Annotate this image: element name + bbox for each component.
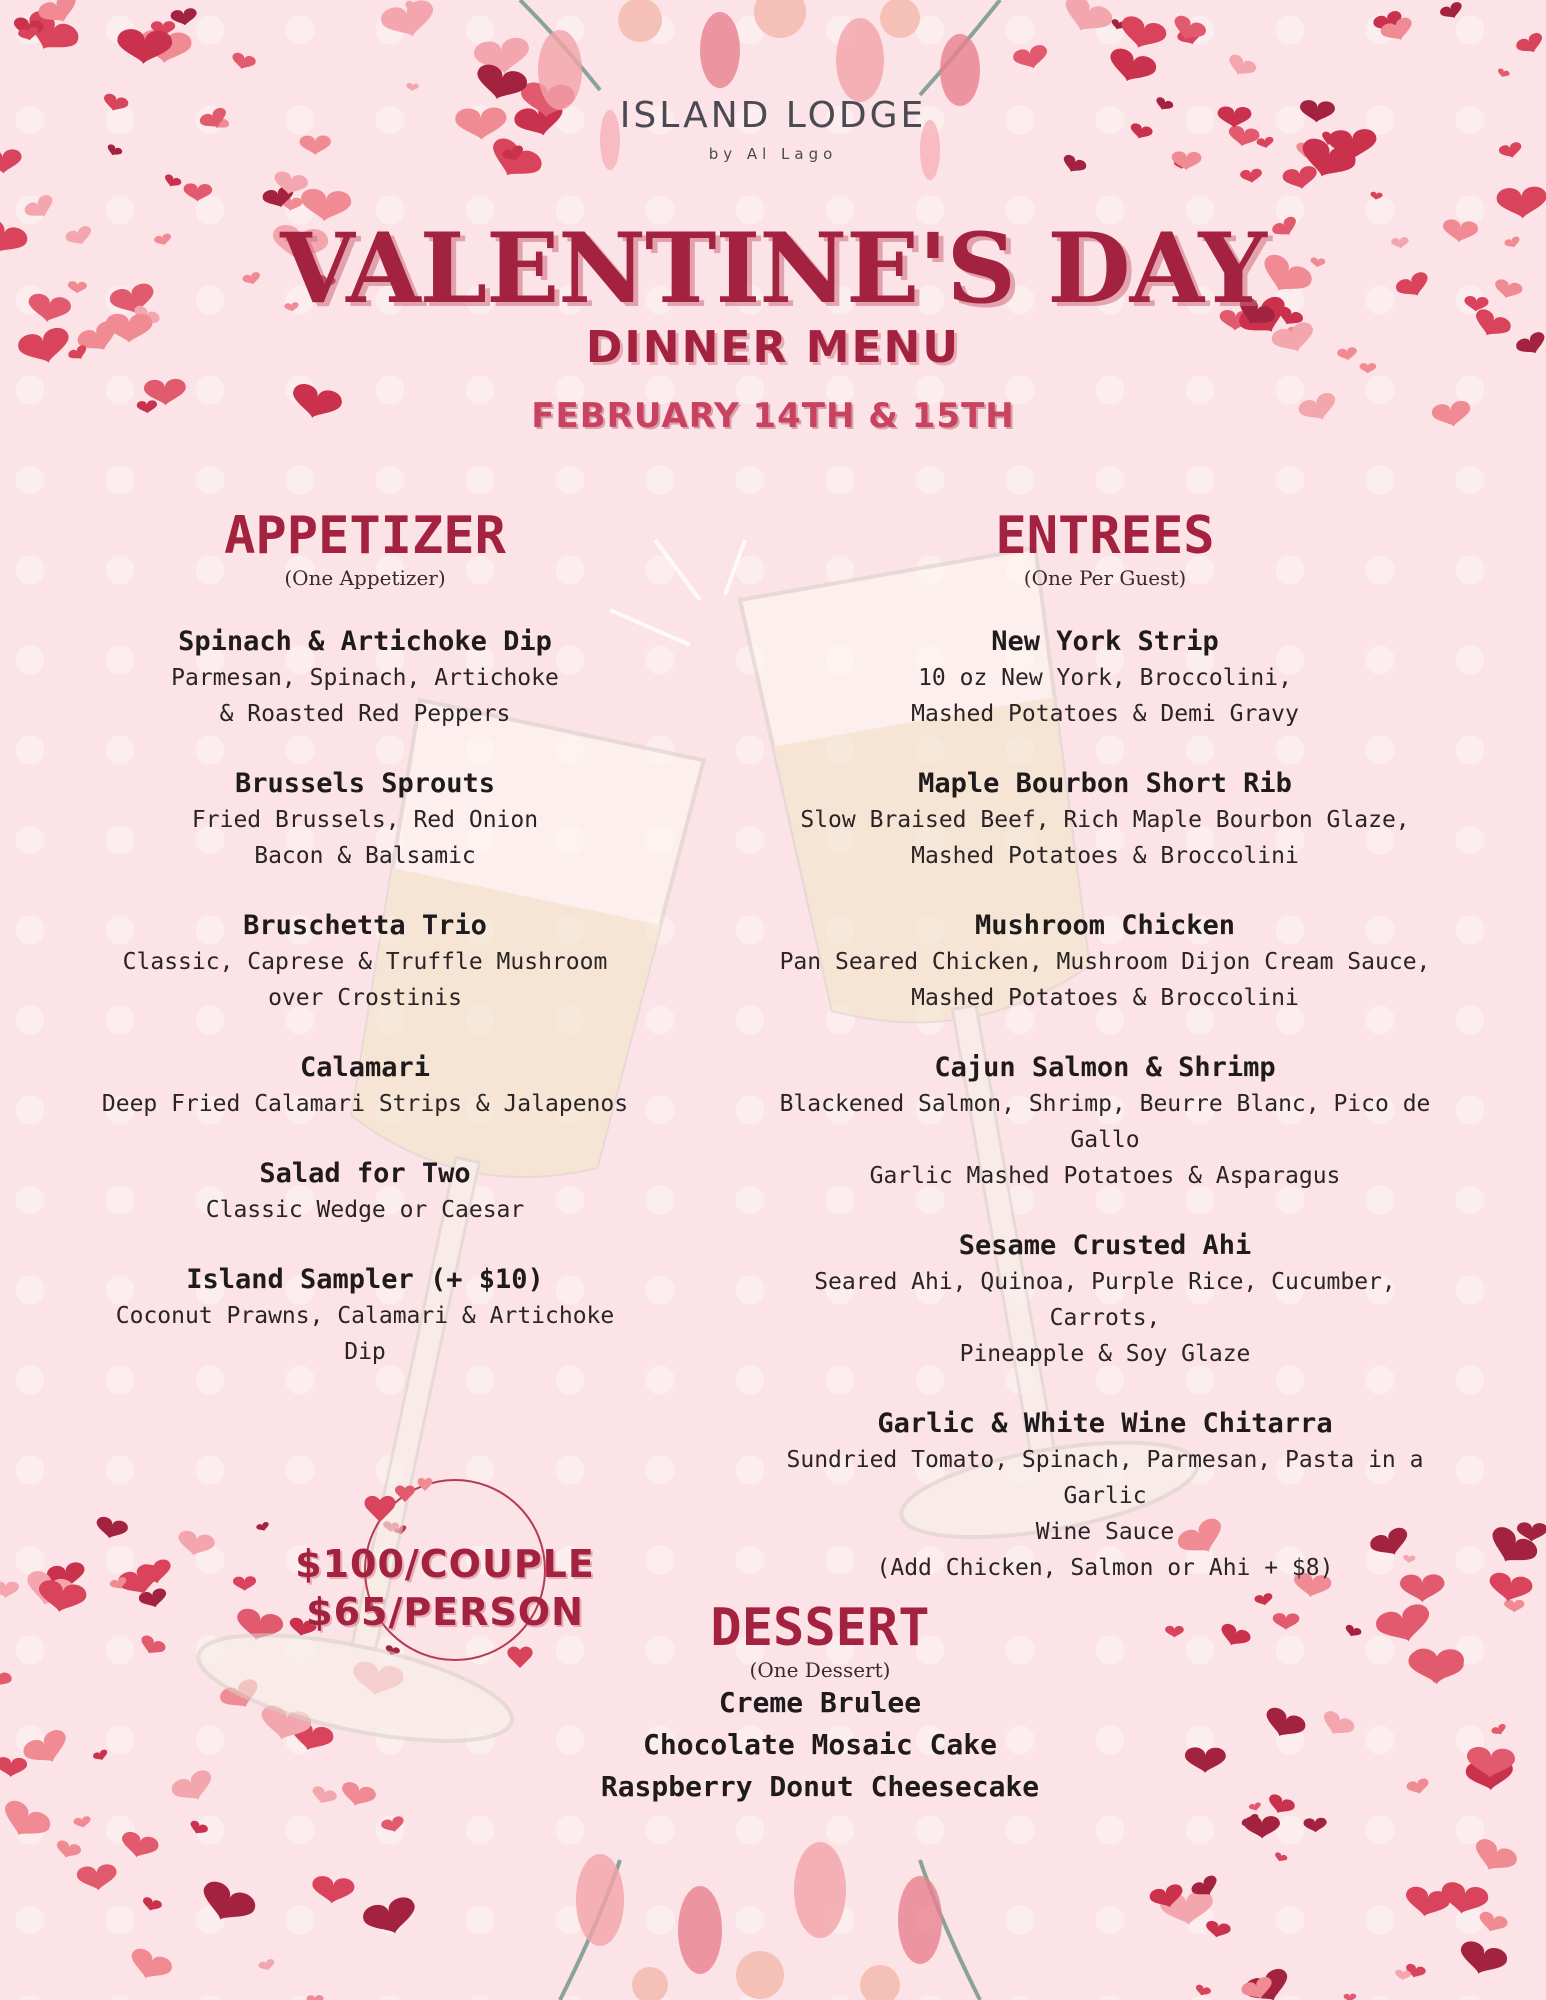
- heart-icon: [141, 1896, 163, 1914]
- item-name: Garlic & White Wine Chitarra: [877, 1408, 1333, 1439]
- heart-icon: [183, 183, 212, 202]
- heart-icon: [169, 1767, 218, 1808]
- heart-icon: [1439, 1, 1466, 23]
- heart-icon: [1217, 1622, 1253, 1652]
- item-desc: Classic, Caprese & Truffle Mushroom: [122, 949, 608, 975]
- price-person: $65/PERSON: [306, 1590, 584, 1634]
- dessert-item: Creme Brulee: [718, 1686, 922, 1719]
- heart-icon: [0, 1582, 19, 1599]
- heart-icon: [162, 173, 182, 190]
- heart-icon: [306, 1995, 323, 2000]
- menu-item: [95, 1050, 635, 1122]
- heart-icon: [230, 51, 257, 72]
- heart-icon: [1496, 68, 1510, 79]
- heart-icon: [1370, 191, 1383, 200]
- appetizer-section: [95, 508, 635, 1370]
- menu-item: [95, 624, 635, 732]
- page-subtitle: DINNER MENU: [585, 322, 961, 373]
- item-desc: Mashed Potatoes & Broccolini: [911, 843, 1299, 869]
- item-desc: Pineapple & Soy Glaze: [959, 1341, 1251, 1367]
- heart-icon: [0, 1797, 54, 1847]
- heart-icon: [1165, 1626, 1184, 1638]
- item-desc: Bacon & Balsamic: [254, 843, 476, 869]
- item-desc: Wine Sauce: [1035, 1519, 1175, 1545]
- brand-tagline: by Al Lago: [708, 145, 838, 163]
- item-desc: Mashed Potatoes & Demi Gravy: [911, 701, 1299, 727]
- heart-icon: [118, 1830, 160, 1862]
- heart-icon: [256, 1521, 271, 1533]
- dessert-note: (One Dessert): [749, 1658, 891, 1682]
- heart-icon: [258, 1958, 277, 1973]
- item-name: Brussels Sprouts: [234, 768, 496, 799]
- item-desc: (Add Chicken, Salmon or Ahi + $8): [876, 1555, 1334, 1581]
- menu-item: [775, 908, 1435, 1016]
- item-desc: over Crostinis: [268, 985, 462, 1011]
- menu-item: [95, 766, 635, 874]
- brand-name: ISLAND LODGE: [619, 95, 927, 136]
- heart-icon: [406, 83, 419, 92]
- appetizer-title: APPETIZER: [224, 506, 506, 566]
- heart-icon: [1265, 1793, 1296, 1819]
- menu-item: [775, 766, 1435, 874]
- heart-icon: [1240, 168, 1263, 184]
- item-desc: Garlic Mashed Potatoes & Asparagus: [869, 1163, 1341, 1189]
- heart-icon: [0, 1666, 13, 1690]
- heart-icon: [1514, 31, 1546, 58]
- dessert-section: [560, 1600, 1080, 1808]
- heart-icon: [1476, 1910, 1509, 1936]
- menu-item: [95, 1262, 635, 1370]
- heart-icon: [233, 1576, 257, 1591]
- page-title: VALENTINE'S DAY: [280, 212, 1266, 325]
- heart-icon: [1408, 1649, 1464, 1685]
- dessert-item: Chocolate Mosaic Cake: [642, 1728, 997, 1761]
- heart-icon: [1406, 1777, 1431, 1796]
- menu-item: [95, 1156, 635, 1228]
- heart-icon: [1194, 1984, 1212, 1999]
- heart-icon: [0, 1757, 27, 1779]
- item-desc: & Roasted Red Peppers: [219, 701, 511, 727]
- item-desc: Mashed Potatoes & Broccolini: [911, 985, 1299, 1011]
- item-name: Mushroom Chicken: [974, 910, 1236, 941]
- menu-item: [775, 1228, 1435, 1372]
- heart-icon: [73, 1815, 92, 1829]
- heart-icon: [1273, 1613, 1300, 1630]
- item-desc: Fried Brussels, Red Onion: [191, 807, 539, 833]
- menu-item: [95, 908, 635, 1016]
- heart-icon: [1254, 1592, 1274, 1607]
- entrees-section: [775, 508, 1435, 1586]
- heart-icon: [361, 1894, 421, 1941]
- event-dates: FEBRUARY 14TH & 15TH: [531, 396, 1015, 436]
- menu-item: [775, 624, 1435, 732]
- heart-icon: [1490, 1723, 1507, 1738]
- heart-icon: [1373, 1601, 1435, 1649]
- item-name: Island Sampler (+ $10): [186, 1264, 544, 1295]
- heart-icon: [188, 1819, 210, 1837]
- heart-icon: [1343, 1624, 1362, 1640]
- menu-item: [775, 1406, 1435, 1586]
- heart-icon: [1455, 1939, 1509, 1981]
- dessert-title: DESSERT: [710, 1598, 930, 1658]
- item-desc: Classic Wedge or Caesar: [205, 1197, 525, 1223]
- floral-bottom-icon: [560, 1842, 980, 2000]
- heart-icon: [94, 1515, 130, 1542]
- item-name: Salad for Two: [259, 1158, 471, 1189]
- entrees-title: ENTREES: [995, 506, 1215, 566]
- item-desc: Seared Ahi, Quinoa, Purple Rice, Cucumber, Carrots,: [814, 1269, 1396, 1331]
- item-name: Calamari: [299, 1052, 431, 1083]
- item-name: Sesame Crusted Ahi: [958, 1230, 1252, 1261]
- heart-icon: [125, 1946, 174, 1987]
- heart-icon: [1318, 1709, 1356, 1742]
- heart-icon: [1469, 1836, 1520, 1880]
- heart-icon: [20, 1726, 73, 1772]
- heart-icon: [1273, 1851, 1288, 1864]
- price-couple: $100/COUPLE: [295, 1542, 595, 1586]
- heart-icon: [1260, 1705, 1308, 1744]
- heart-icon: [54, 1839, 83, 1862]
- item-desc: Coconut Prawns, Calamari & Artichoke Dip: [115, 1303, 615, 1365]
- heart-icon: [1116, 14, 1168, 55]
- heart-icon: [1282, 165, 1320, 192]
- item-desc: Parmesan, Spinach, Artichoke: [171, 665, 559, 691]
- entrees-note: (One Per Guest): [1023, 566, 1187, 590]
- heart-icon: [1185, 1747, 1226, 1774]
- heart-icon: [1204, 1920, 1232, 1941]
- heart-icon: [1057, 0, 1115, 41]
- heart-icon: [1504, 1600, 1524, 1613]
- item-desc: Sundried Tomato, Spinach, Parmesan, Pasta in a Garlic: [786, 1447, 1424, 1509]
- item-name: Spinach & Artichoke Dip: [178, 626, 552, 657]
- heart-icon: [1248, 1802, 1262, 1813]
- item-desc: Slow Braised Beef, Rich Maple Bourbon Glaze,: [800, 807, 1410, 833]
- heart-icon: [1104, 46, 1159, 90]
- item-name: Bruschetta Trio: [243, 910, 487, 941]
- heart-icon: [92, 1749, 109, 1763]
- item-desc: Deep Fried Calamari Strips & Jalapenos: [101, 1091, 629, 1117]
- heart-icon: [195, 1878, 259, 1931]
- item-desc: Pan Seared Chicken, Mushroom Dijon Cream Sauce,: [779, 949, 1431, 975]
- heart-icon: [1343, 1994, 1356, 2000]
- menu-item: [775, 1050, 1435, 1194]
- item-name: Maple Bourbon Short Rib: [918, 768, 1292, 799]
- appetizer-note: (One Appetizer): [284, 566, 446, 590]
- item-name: Cajun Salmon & Shrimp: [934, 1052, 1276, 1083]
- heart-icon: [175, 1529, 216, 1560]
- heart-icon: [1012, 43, 1051, 73]
- item-name: New York Strip: [991, 626, 1219, 657]
- heart-icon: [380, 1815, 406, 1835]
- item-desc: Blackened Salmon, Shrimp, Beurre Blanc, Pico de Gallo: [779, 1091, 1431, 1153]
- heart-icon: [311, 1875, 356, 1906]
- heart-icon: [76, 1863, 118, 1892]
- heart-icon: [137, 1634, 167, 1660]
- dessert-item: Raspberry Donut Cheesecake: [600, 1770, 1040, 1803]
- heart-icon: [338, 1780, 377, 1811]
- heart-icon: [309, 1785, 338, 1808]
- item-desc: 10 oz New York, Broccolini,: [918, 665, 1292, 691]
- heart-icon: [1303, 1817, 1327, 1833]
- heart-icon: [1224, 52, 1258, 81]
